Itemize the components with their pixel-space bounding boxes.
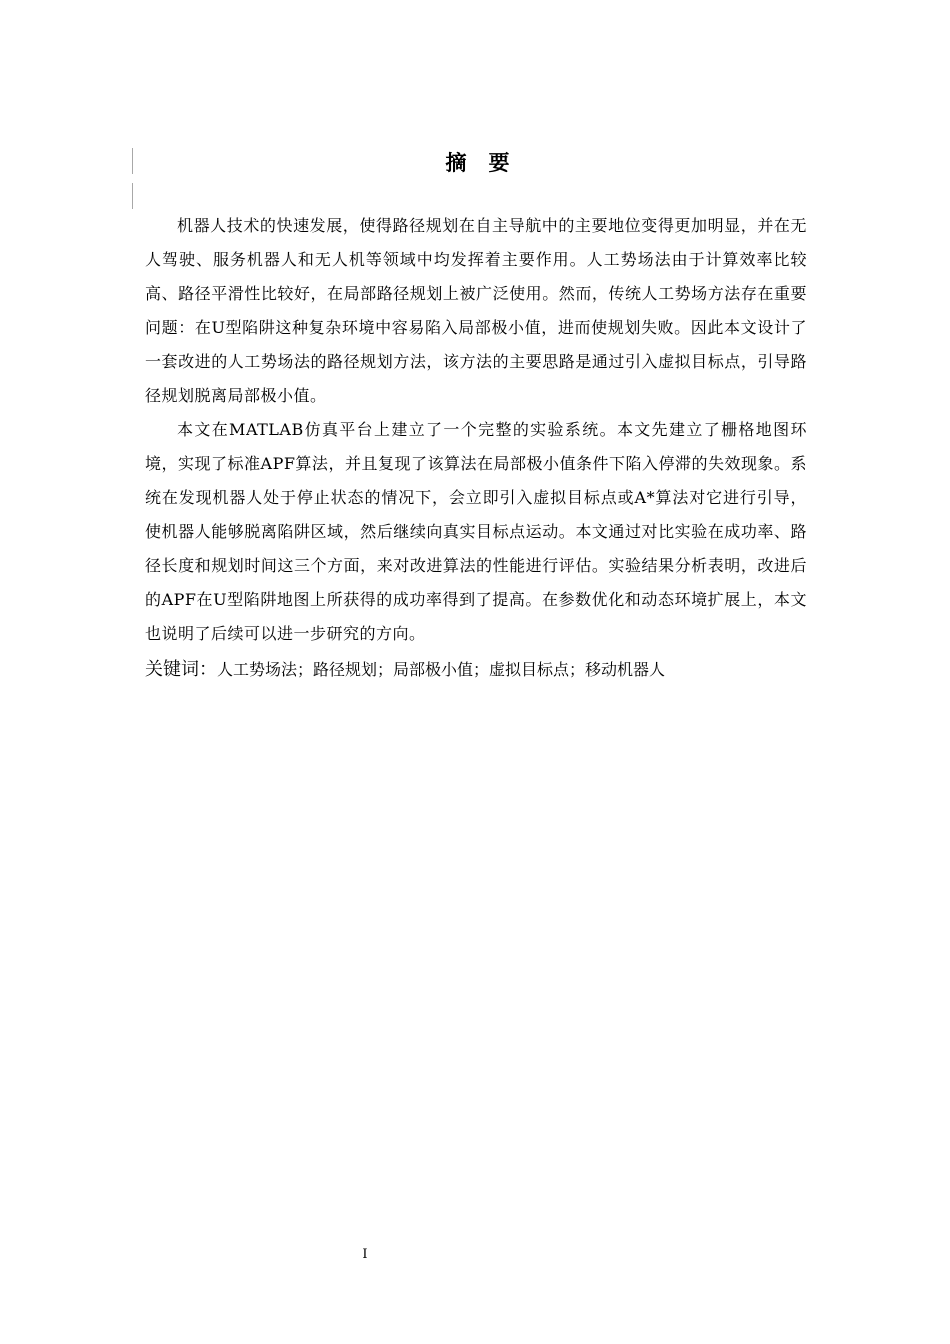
keywords-text: 人工势场法；路径规划；局部极小值；虚拟目标点；移动机器人: [217, 660, 666, 679]
abstract-paragraph-1: 机器人技术的快速发展，使得路径规划在自主导航中的主要地位变得更加明显，并在无人驾驶、服务机器人和无人机等领域中均发挥着主要作用。人工势场法由于计算效率比较高、路径平滑性比较好，在局部路径规划上被广泛使用。然而，传统人工势场方法存在重要问题：在U型陷阱这种复杂环境中容易陷入局部极小值，进而使规划失败。因此本文设计了一套改进的人工势场法的路径规划方法，该方法的主要思路是通过引入虚拟目标点，引导路径规划脱离局部极小值。: [145, 216, 807, 405]
margin-mark-bottom: [132, 183, 133, 209]
abstract-title-char-1: 摘: [445, 151, 467, 175]
keywords-label: 关键词：: [145, 659, 217, 680]
keywords-line: [145, 653, 807, 687]
page-number: I: [362, 1247, 368, 1262]
abstract-title-char-2: 要: [488, 151, 510, 175]
abstract-title: [0, 146, 950, 180]
abstract-paragraph-2: 本文在MATLAB仿真平台上建立了一个完整的实验系统。本文先建立了栅格地图环境，实现了标准APF算法，并且复现了该算法在局部极小值条件下陷入停滞的失效现象。系统在发现机器人处于停止状态的情况下，会立即引入虚拟目标点或A*算法对它进行引导，使机器人能够脱离陷阱区域，然后继续向真实目标点运动。本文通过对比实验在成功率、路径长度和规划时间这三个方面，来对改进算法的性能进行评估。实验结果分析表明，改进后的APF在U型陷阱地图上所获得的成功率得到了提高。在参数优化和动态环境扩展上，本文也说明了后续可以进一步研究的方向。: [145, 420, 807, 643]
abstract-body: [145, 209, 807, 687]
